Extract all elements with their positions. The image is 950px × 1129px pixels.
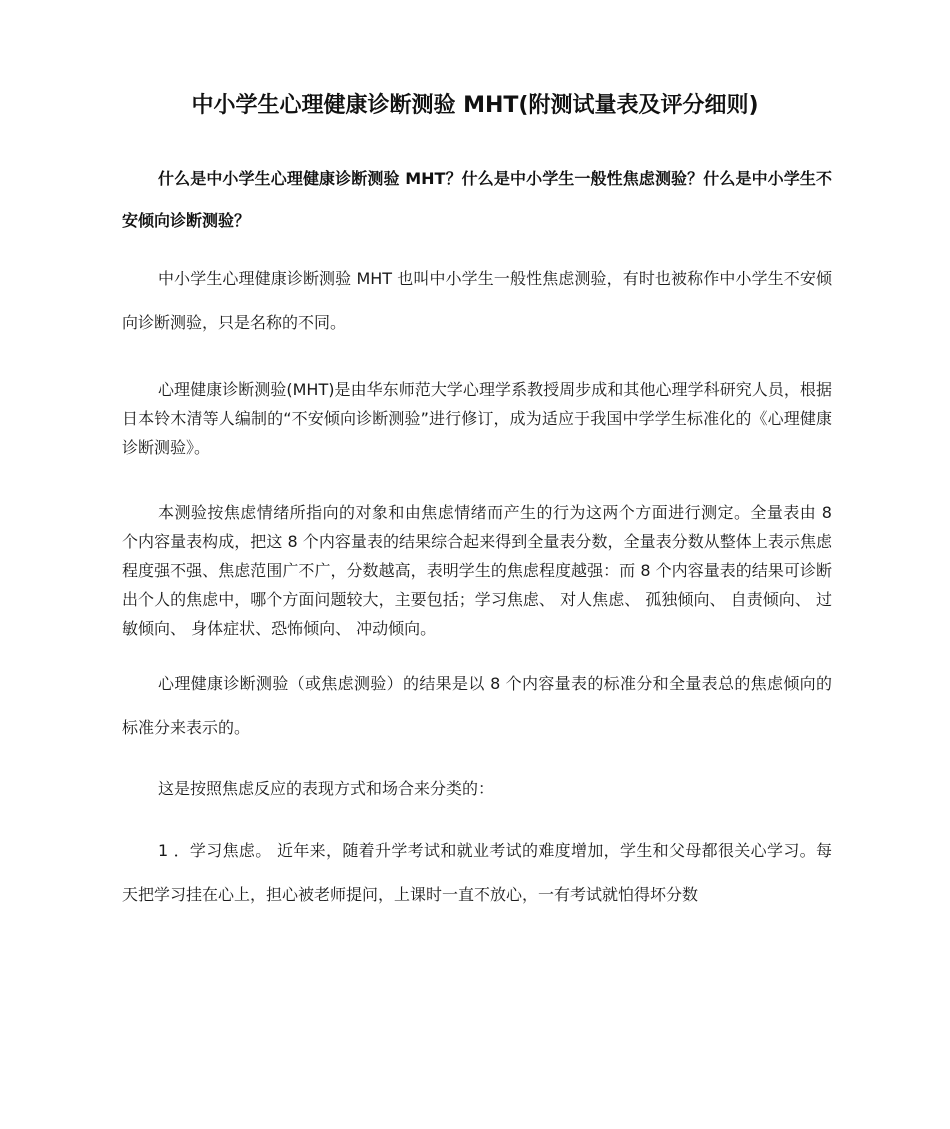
- paragraph-result-scores: 心理健康诊断测验（或焦虑测验）的结果是以 8 个内容量表的标准分和全量表总的焦虑倾向的标准分来表示的。: [122, 674, 832, 737]
- paragraph-mht-alias: 中小学生心理健康诊断测验 MHT 也叫中小学生一般性焦虑测验，有时也被称作中小学生不安倾向诊断测验，只是名称的不同。: [122, 269, 832, 332]
- paragraph-learning-anxiety: 1 ．学习焦虑。 近年来，随着升学考试和就业考试的难度增加，学生和父母都很关心学习。每天把学习挂在心上，担心被老师提问，上课时一直不放心，一有考试就怕得坏分数: [122, 841, 832, 904]
- paragraph-test-structure: 本测验按焦虑情绪所指向的对象和由焦虑情绪而产生的行为这两个方面进行测定。全量表由 8 个内容量表构成，把这 8 个内容量表的结果综合起来得到全量表分数，全量表分数从整体上表示焦虑程度强不强、焦虑范围广不广，分数越高，表明学生的焦虑程度越强：而 8 个内容量表的结果可诊断出个人的焦虑中，哪个方面问题较大，主要包括；学习焦虑、 对人焦虑、 孤独倾向、 自责倾向、 过敏倾向、 身体症状、恐怖倾向、 冲动倾向。: [122, 503, 832, 638]
- question-heading: 什么是中小学生心理健康诊断测验 MHT？什么是中小学生一般性焦虑测验？什么是中小学生不安倾向诊断测验？: [122, 169, 832, 230]
- paragraph-mht-origin: 心理健康诊断测验(MHT)是由华东师范大学心理学系教授周步成和其他心理学科研究人员，根据日本铃木清等人编制的“不安倾向诊断测验”进行修订，成为适应于我国中学学生标准化的《心理健康诊断测验》。: [122, 380, 832, 457]
- document-title: 中小学生心理健康诊断测验 MHT(附测试量表及评分细则): [191, 93, 759, 118]
- paragraph-classification-intro: 这是按照焦虑反应的表现方式和场合来分类的：: [158, 779, 495, 798]
